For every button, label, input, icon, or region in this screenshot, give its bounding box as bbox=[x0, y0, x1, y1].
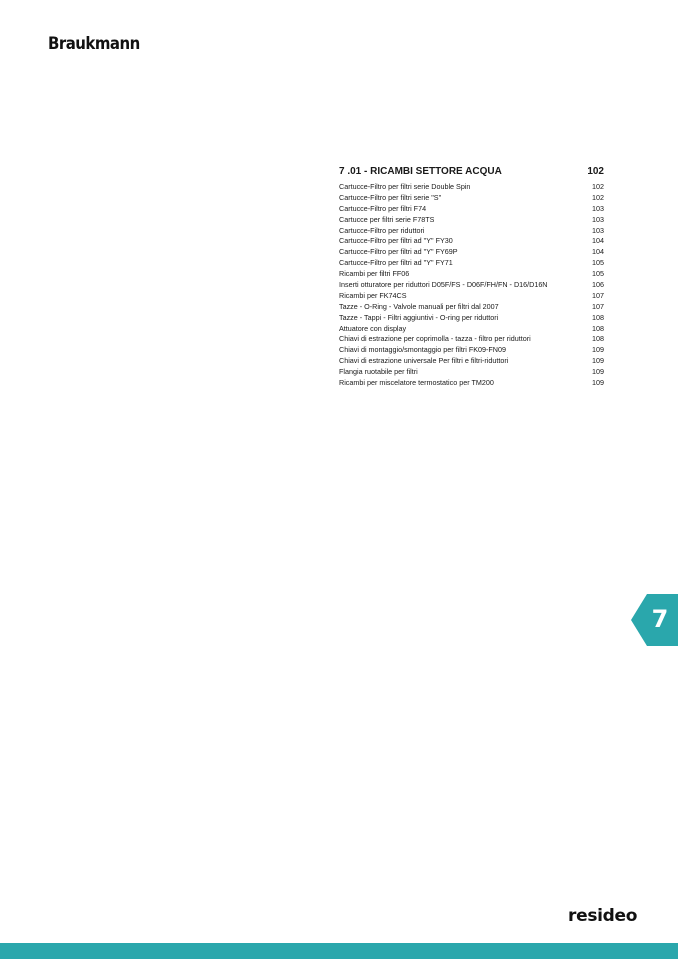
toc-entry-label: Ricambi per FK74CS bbox=[339, 290, 407, 300]
toc-entry-page: 105 bbox=[592, 258, 604, 268]
toc-entry-label: Attuatore con display bbox=[339, 323, 407, 333]
toc-entry[interactable] bbox=[339, 193, 604, 204]
toc-heading-page: 102 bbox=[587, 166, 604, 177]
toc-heading-label: 7 .01 - RICAMBI SETTORE ACQUA bbox=[339, 166, 502, 177]
resideo-logo: resideo bbox=[568, 906, 638, 926]
toc-entry-label: Cartucce-Filtro per filtri ad "Y" FY69P bbox=[339, 247, 458, 257]
toc-entry-page: 109 bbox=[592, 378, 604, 388]
toc-entry-label: Cartucce-Filtro per filtri serie Double Spin bbox=[339, 182, 471, 191]
toc-entry[interactable] bbox=[339, 367, 604, 378]
toc-entry-label: Ricambi per miscelatore termostatico per TM200 bbox=[339, 378, 494, 388]
toc-entry[interactable] bbox=[339, 345, 604, 356]
toc-entry-page: 102 bbox=[592, 192, 604, 202]
toc-entry[interactable] bbox=[339, 356, 604, 367]
toc-entry-page: 103 bbox=[592, 225, 604, 235]
toc-entry-page: 109 bbox=[592, 356, 604, 366]
toc-entry-label: Inserti otturatore per riduttori D05F/FS - D06F/FH/FN - D16/D16N bbox=[339, 280, 548, 290]
toc-entry-label: Chiavi di montaggio/smontaggio per filtri FK09-FN09 bbox=[339, 345, 506, 355]
toc-entry-label: Ricambi per filtri FF06 bbox=[339, 269, 410, 279]
toc-entry-label: Cartucce-Filtro per filtri ad "Y" FY30 bbox=[339, 236, 453, 246]
toc-entry-label: Chiavi di estrazione per coprimolla - tazza - filtro per riduttori bbox=[339, 334, 531, 344]
toc-entry-page: 105 bbox=[592, 269, 604, 279]
toc-entry-label: Cartucce-Filtro per filtri serie "S" bbox=[339, 192, 442, 202]
toc-entry[interactable] bbox=[339, 280, 604, 291]
toc-entry-page: 107 bbox=[592, 301, 604, 311]
toc-entry-page: 108 bbox=[592, 312, 604, 322]
toc-heading bbox=[339, 166, 604, 179]
brand-logo: Braukmann bbox=[48, 34, 140, 54]
toc-entry[interactable] bbox=[339, 313, 604, 324]
toc-entry[interactable] bbox=[339, 236, 604, 247]
toc-entry-label: Cartucce-Filtro per filtri ad "Y" FY71 bbox=[339, 258, 453, 268]
toc-entry-label: Flangia ruotabile per filtri bbox=[339, 367, 418, 377]
toc-entry-page: 104 bbox=[592, 247, 604, 257]
toc-entry-label: Tazze - O-Ring - Valvole manuali per filtri dal 2007 bbox=[339, 301, 499, 311]
toc-entry[interactable] bbox=[339, 247, 604, 258]
toc-entry-label: Cartucce-Filtro per filtri F74 bbox=[339, 203, 427, 213]
toc-entry-list bbox=[339, 182, 604, 389]
toc-entry[interactable] bbox=[339, 182, 604, 193]
toc-entry-page: 109 bbox=[592, 367, 604, 377]
toc-entry-page: 104 bbox=[592, 236, 604, 246]
footer-bar bbox=[0, 943, 678, 959]
toc-entry-page: 107 bbox=[592, 290, 604, 300]
table-of-contents bbox=[339, 166, 604, 389]
toc-entry[interactable] bbox=[339, 226, 604, 237]
toc-entry[interactable] bbox=[339, 204, 604, 215]
toc-entry-page: 103 bbox=[592, 203, 604, 213]
toc-entry-label: Chiavi di estrazione universale Per filtri e filtri-riduttori bbox=[339, 356, 509, 366]
toc-entry[interactable] bbox=[339, 378, 604, 389]
toc-entry[interactable] bbox=[339, 324, 604, 335]
toc-entry-page: 103 bbox=[592, 214, 604, 224]
toc-entry-page: 106 bbox=[592, 280, 604, 290]
toc-entry-label: Cartucce per filtri serie F78TS bbox=[339, 214, 435, 224]
toc-entry-page: 102 bbox=[592, 182, 604, 191]
toc-entry-page: 108 bbox=[592, 323, 604, 333]
toc-entry-page: 108 bbox=[592, 334, 604, 344]
toc-entry[interactable] bbox=[339, 291, 604, 302]
chapter-number: 7 bbox=[651, 605, 669, 633]
toc-entry[interactable] bbox=[339, 258, 604, 269]
toc-entry[interactable] bbox=[339, 334, 604, 345]
toc-entry[interactable] bbox=[339, 302, 604, 313]
toc-entry-page: 109 bbox=[592, 345, 604, 355]
toc-entry-label: Tazze - Tappi - Filtri aggiuntivi - O-ring per riduttori bbox=[339, 312, 499, 322]
toc-entry[interactable] bbox=[339, 269, 604, 280]
toc-entry[interactable] bbox=[339, 215, 604, 226]
toc-entry-label: Cartucce-Filtro per riduttori bbox=[339, 225, 425, 235]
chapter-tab[interactable] bbox=[631, 594, 678, 646]
